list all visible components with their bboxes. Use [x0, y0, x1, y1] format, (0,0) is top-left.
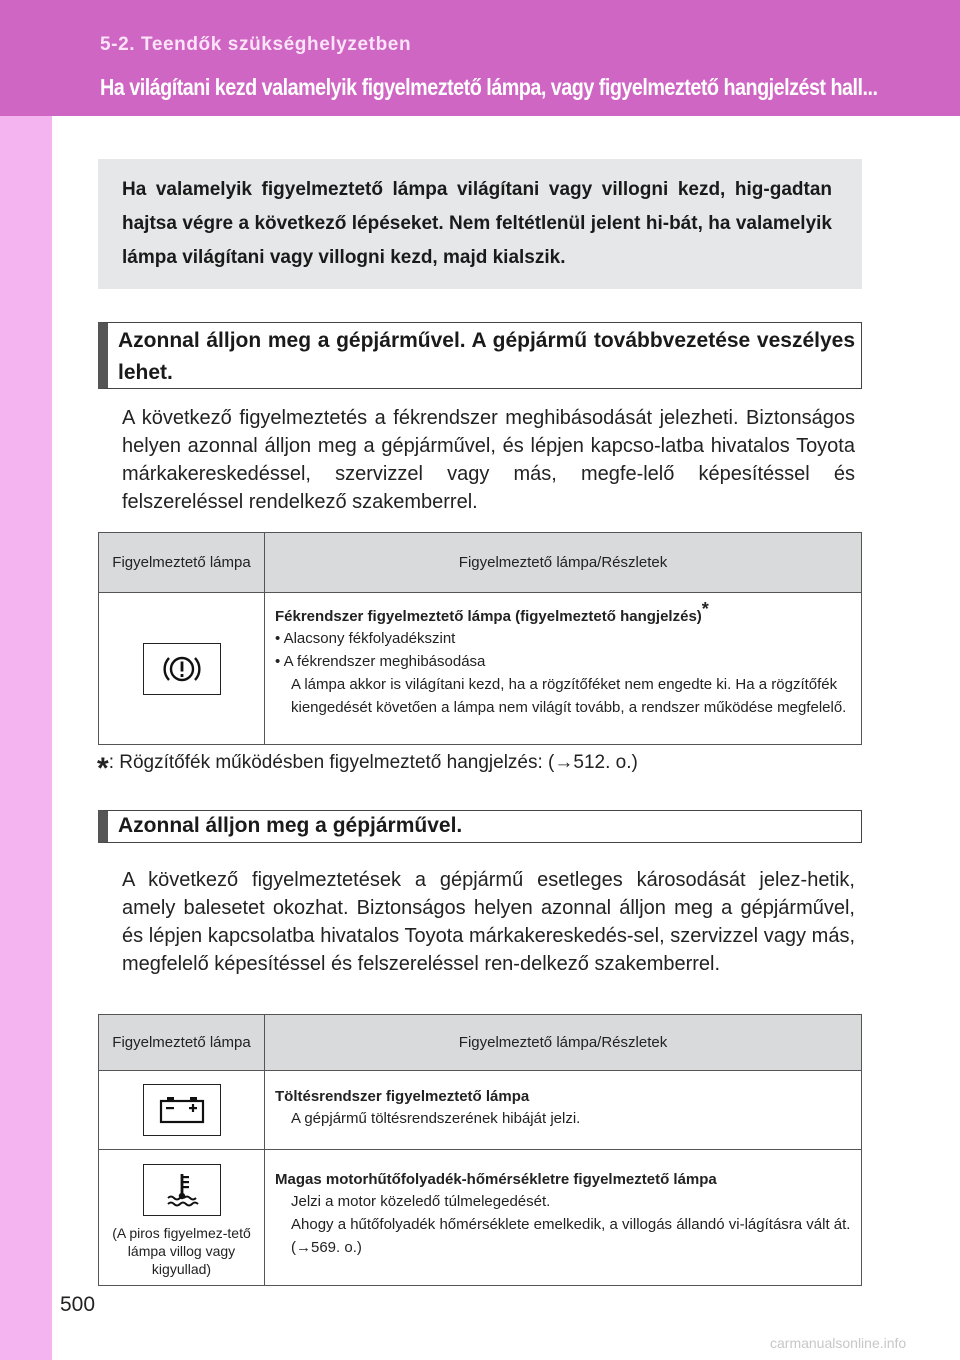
- section-1-paragraph: A következő figyelmeztetés a fékrendszer meghibásodását jelezheti. Biztonságos helyen azonnal álljon meg a gépjárművel, és lépjen kapcso-latba hivatalos Toyota márkakereskedéssel, szervizzel vagy más, megfe-lelő képesítéssel és felszereléssel rendelkező szakemberrel.: [122, 407, 855, 513]
- list-item: • A fékrendszer meghibásodása: [275, 653, 486, 670]
- details-cell: [265, 593, 862, 745]
- lamp-cell: [99, 1150, 265, 1286]
- table-1-col-lamp: Figyelmeztető lámpa: [99, 533, 265, 593]
- page-title: Ha világítani kezd valamelyik figyelmeztető lámpa, vagy figyelmeztető hangjelzést hall...: [100, 74, 878, 100]
- battery-icon: [143, 1084, 221, 1136]
- item-title: Fékrendszer figyelmeztető lámpa (figyelmeztető hangjelzés)*: [275, 599, 709, 625]
- section-1-heading: Azonnal álljon meg a gépjárművel. A gépjármű továbbvezetése veszélyes lehet.: [98, 322, 862, 389]
- lamp-caption: (A piros figyelmez-tető lámpa villog vagy kigyullad): [112, 1225, 251, 1277]
- page-header: [0, 0, 960, 116]
- list-item: • Alacsony fékfolyadékszint: [275, 630, 456, 647]
- details-cell: [265, 1150, 862, 1286]
- table-row: [99, 593, 862, 745]
- item-detail: Ahogy a hűtőfolyadék hőmérséklete emelkedik, a villogás állandó vi-lágításra vált át. (→569. o.): [291, 1216, 851, 1256]
- page-number: 500: [60, 1293, 96, 1316]
- warning-table-1: [98, 532, 862, 745]
- side-strip: [0, 0, 52, 1360]
- section-2-paragraph: A következő figyelmeztetések a gépjármű esetleges károsodását jelez-hetik, amely balesetet okozhat. Biztonságos helyen azonnal álljon meg a gépjárművel, és lépjen kapcsolatba hivatalos Toyota márkakereskedés-sel, szervizzel vagy más, megfelelő képesítéssel és felszereléssel ren-delkező szakemberrel.: [122, 869, 855, 975]
- item-detail: A gépjármű töltésrendszerének hibáját jelzi.: [291, 1110, 581, 1127]
- item-title: Magas motorhűtőfolyadék-hőmérsékletre figyelmeztető lámpa: [275, 1171, 717, 1188]
- item-detail: Jelzi a motor közeledő túlmelegedését.: [291, 1193, 551, 1210]
- section-2-heading: Azonnal álljon meg a gépjárművel.: [98, 810, 862, 843]
- footnote: *: Rögzítőfék működésben figyelmeztető hangjelzés: (→512. o.): [97, 752, 638, 785]
- table-row: [99, 1071, 862, 1150]
- table-2-col-details: Figyelmeztető lámpa/Részletek: [265, 1015, 862, 1071]
- item-title: Töltésrendszer figyelmeztető lámpa: [275, 1088, 530, 1105]
- table-2-col-lamp: Figyelmeztető lámpa: [99, 1015, 265, 1071]
- lamp-cell: [99, 593, 265, 745]
- intro-box: Ha valamelyik figyelmeztető lámpa világítani vagy villogni kezd, hig-gadtan hajtsa végre a következő lépéseket. Nem feltétlenül jelent hi-bát, ha valamelyik lámpa világítani vagy villogni kezd, majd kialszik.: [98, 159, 862, 289]
- item-detail: A lámpa akkor is világítani kezd, ha a rögzítőféket nem engedte ki. Ha a rögzítőfék kiengedését követően a lámpa nem világít tovább, a rendszer működése megfelelő.: [291, 676, 847, 716]
- watermark: carmanualsonline.info: [770, 1335, 907, 1351]
- warning-table-2: [98, 1014, 862, 1286]
- brake-warning-icon: [143, 643, 221, 695]
- section-label: 5-2. Teendők szükséghelyzetben: [100, 34, 412, 55]
- details-cell: [265, 1071, 862, 1150]
- table-row: [99, 1150, 862, 1286]
- coolant-temperature-icon: [143, 1164, 221, 1216]
- lamp-cell: [99, 1071, 265, 1150]
- table-1-col-details: Figyelmeztető lámpa/Részletek: [265, 533, 862, 593]
